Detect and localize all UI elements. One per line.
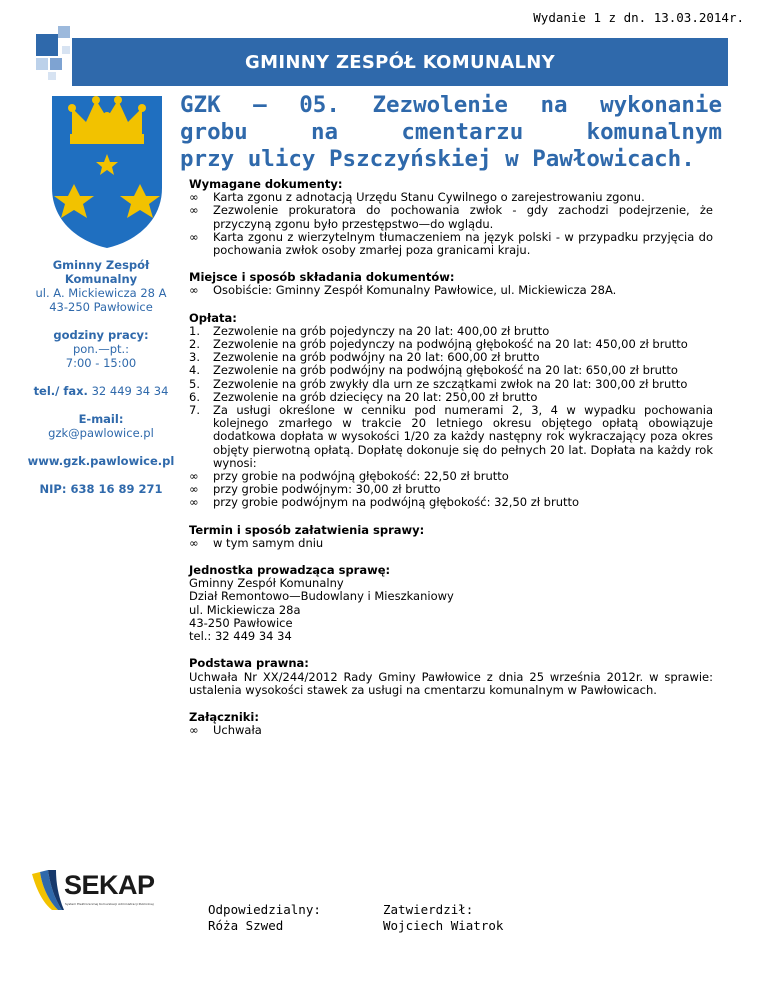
bullet-icon: ∞ bbox=[189, 229, 199, 244]
address-line2: 43-250 Pawłowice bbox=[49, 300, 153, 314]
list-item: 5. Zezwolenie na grób zwykły dla urn ze szczątkami zwłok na 20 lat: 300,00 zł brutto bbox=[189, 376, 688, 391]
list-item: 6. Zezwolenie na grób dziecięcy na 20 lat: 250,00 zł brutto bbox=[189, 389, 538, 404]
list-item: ∞ Karta zgonu z wierzytelnym tłumaczeniem na język polski - w przypadku przyjęcia do pochowania zwłok osoby zmarłej poza granicami kraju. bbox=[189, 229, 713, 258]
list-item: ∞ przy grobie na podwójną głębokość: 22,50 zł brutto bbox=[189, 469, 509, 484]
legal-text: Uchwała Nr XX/244/2012 Rady Gminy Pawłowice z dnia 25 września 2012r. w sprawie: ustalenia wysokości stawek za usługi na cmentarzu komunalnym w Pawłowicach. bbox=[189, 669, 713, 697]
address-line1: ul. A. Mickiewicza 28 A bbox=[35, 286, 167, 300]
list-item: 2. Zezwolenie na grób pojedynczy na podwójną głębokość na 20 lat: 450,00 zł brutto bbox=[189, 337, 688, 352]
unit-line: Gminny Zespół Komunalny bbox=[189, 576, 344, 591]
sekap-tagline: System Elektronicznej Komunikacji Administracji Publicznej bbox=[65, 902, 154, 906]
hours-days: pon.—pt.: bbox=[72, 342, 130, 356]
unit-line: Dział Remontowo—Budowlany i Mieszkaniowy bbox=[189, 589, 454, 604]
title-line-2: grobu na cmentarzu komunalnym bbox=[180, 119, 722, 145]
hours-time: 7:00 - 15:00 bbox=[65, 356, 137, 370]
deadline-section bbox=[189, 524, 713, 550]
section-heading: Wymagane dokumenty: bbox=[189, 177, 343, 191]
legal-section bbox=[189, 657, 713, 697]
approved-block bbox=[383, 902, 503, 934]
phone-number: 32 449 34 34 bbox=[91, 384, 169, 398]
edition-info: Wydanie 1 z dn. 13.03.2014r. bbox=[533, 10, 744, 25]
section-heading: Podstawa prawna: bbox=[189, 656, 309, 671]
banner-title: GMINNY ZESPÓŁ KOMUNALNY bbox=[245, 51, 555, 73]
section-heading: Miejsce i sposób składania dokumentów: bbox=[189, 270, 455, 285]
unit-line: 43-250 Pawłowice bbox=[189, 615, 293, 630]
sidebar-contact bbox=[22, 258, 180, 496]
list-item: ∞ Karta zgonu z adnotacją Urzędu Stanu Cywilnego o zarejestrowaniu zgonu. bbox=[189, 190, 645, 205]
email-label: E-mail: bbox=[78, 412, 124, 426]
unit-section bbox=[189, 564, 713, 643]
list-item: ∞ Osobiście: Gminny Zespół Komunalny Pawłowice, ul. Mickiewicza 28A. bbox=[189, 283, 617, 298]
email-link[interactable]: gzk@pawlowice.pl bbox=[48, 426, 154, 440]
list-item: ∞ w tym samym dniu bbox=[189, 535, 324, 550]
sekap-name: SEKAP bbox=[64, 870, 155, 900]
approved-label: Zatwierdził: bbox=[383, 902, 474, 917]
list-item: ∞ przy grobie podwójnym: 30,00 zł brutto bbox=[189, 482, 441, 497]
list-item: 3. Zezwolenie na grób podwójny na 20 lat: 600,00 zł brutto bbox=[189, 350, 540, 365]
org-name-line1: Gminny Zespół bbox=[52, 258, 150, 272]
page-title bbox=[180, 92, 722, 173]
header-banner bbox=[72, 38, 728, 86]
list-item: ∞ przy grobie podwójnym na podwójną głębokość: 32,50 zł brutto bbox=[189, 495, 580, 510]
bullet-icon: ∞ bbox=[189, 482, 199, 497]
list-item: 4. Zezwolenie na grób podwójny na podwójną głębokość na 20 lat: 650,00 zł brutto bbox=[189, 363, 678, 378]
list-item: ∞ Zezwolenie prokuratora do pochowania zwłok - gdy zachodzi podejrzenie, że przyczyną zgonu było przestępstwo—do wglądu. bbox=[189, 203, 713, 231]
place-section bbox=[189, 271, 713, 297]
main-content bbox=[189, 178, 713, 751]
section-heading: Załączniki: bbox=[189, 709, 259, 724]
sekap-logo bbox=[30, 868, 160, 912]
responsible-label: Odpowiedzialny: bbox=[208, 902, 321, 917]
unit-line: tel.: 32 449 34 34 bbox=[189, 629, 292, 644]
bullet-icon: ∞ bbox=[189, 723, 199, 738]
bullet-icon: ∞ bbox=[189, 283, 199, 298]
bullet-icon: ∞ bbox=[189, 495, 199, 510]
bullet-icon: ∞ bbox=[189, 190, 199, 205]
org-name-line2: Komunalny bbox=[64, 272, 138, 286]
coat-of-arms bbox=[48, 92, 166, 250]
bullet-icon: ∞ bbox=[189, 535, 199, 550]
bullet-icon: ∞ bbox=[189, 203, 199, 218]
fees-section bbox=[189, 312, 713, 510]
bullet-icon: ∞ bbox=[189, 469, 199, 484]
section-heading: Opłata: bbox=[189, 310, 237, 325]
website-link[interactable]: www.gzk.pawlowice.pl bbox=[27, 454, 175, 468]
attachments-section bbox=[189, 711, 713, 737]
approved-name: Wojciech Wiatrok bbox=[383, 918, 504, 933]
section-heading: Termin i sposób załatwienia sprawy: bbox=[189, 522, 425, 537]
phone-label: tel./ fax. bbox=[33, 384, 88, 398]
list-item[interactable]: ∞ Uchwała bbox=[189, 723, 262, 738]
required-docs-section bbox=[189, 178, 713, 257]
unit-line: ul. Mickiewicza 28a bbox=[189, 602, 301, 617]
hours-label: godziny pracy: bbox=[53, 328, 149, 342]
nip-number: NIP: 638 16 89 271 bbox=[39, 482, 163, 496]
title-line-1: GZK – 05. Zezwolenie na wykonanie bbox=[180, 92, 722, 118]
list-item: 1. Zezwolenie na grób pojedynczy na 20 lat: 400,00 zł brutto bbox=[189, 323, 550, 338]
title-line-3: przy ulicy Pszczyńskiej w Pawłowicach. bbox=[180, 146, 695, 172]
responsible-block bbox=[208, 902, 321, 934]
responsible-name: Róża Szwed bbox=[208, 918, 284, 933]
section-heading: Jednostka prowadząca sprawę: bbox=[189, 563, 391, 578]
list-item: 7. Za usługi określone w cenniku pod numerami 2, 3, 4 w wypadku pochowania kolejnego zmarłego w trakcie 20 letniego okresu objętego opłatą obowiązuje dodatkowa dopłata w wysokości 1/20 za każdy następny rok wykraczający poza okres objęty pierwotną opłatą. Dopłatę dokonuje się do pełnych 20 lat. Dopłata na każdy rok wynosi: bbox=[189, 403, 713, 470]
